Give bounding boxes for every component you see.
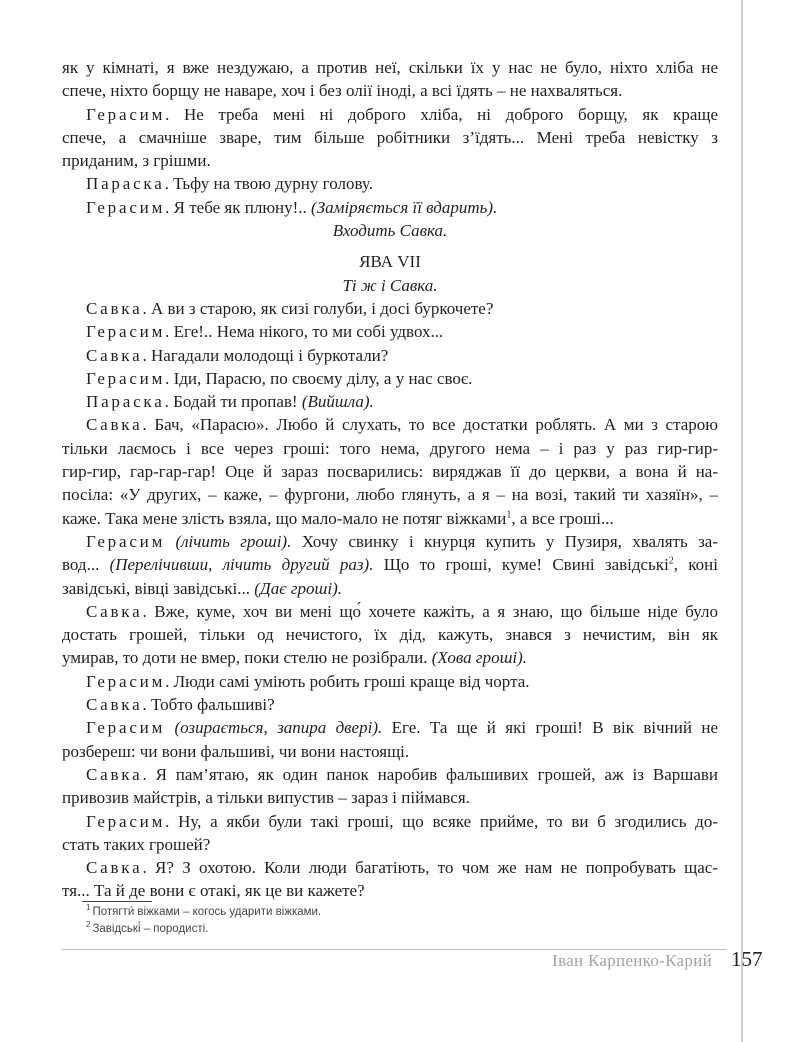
text-line — [62, 740, 718, 763]
text-line — [62, 786, 718, 809]
footer-author: Іван Карпенко-Карий — [552, 951, 712, 970]
speaker-name: Герасим — [86, 104, 166, 124]
line-text: . Нагадали молодощі і буркотали? — [142, 345, 389, 365]
text-line — [62, 763, 718, 786]
line-text: . А ви з старою, як сизі голуби, і досі буркочете? — [142, 298, 494, 318]
line-text: гир-гир, гар-гар-гар! Оце й зараз посварились: виряджав її до церкви, а вона й на- — [62, 462, 718, 482]
line-text: стать таких грошей? — [62, 834, 211, 854]
text-line — [62, 274, 718, 297]
stage-direction: (Хова гроші). — [431, 648, 528, 668]
line-text: . Я? З охотою. Коли люди багатіють, то чом же нам не попробувать щас- — [142, 858, 718, 878]
line-text: вод... — [62, 555, 110, 575]
line-text: . Іди, Парасю, по своєму ділу, а у нас своє. — [165, 368, 473, 388]
text-line — [62, 693, 718, 716]
text-line — [62, 810, 718, 833]
line-text: каже. Така мене злість взяла, що мало-мало не потяг віжками — [62, 508, 507, 528]
text-line — [62, 507, 718, 530]
stage-direction: Ті ж і Савка. — [342, 275, 438, 295]
text-line — [62, 79, 718, 102]
line-text: . Я тебе як плюну!.. — [165, 197, 312, 217]
speaker-name: Герасим — [86, 322, 166, 342]
line-text: Еге. Та ще й які гроші! В вік вічний не — [382, 718, 718, 738]
text-line — [62, 833, 718, 856]
line-text: Хочу свинку і кнурця купить у Пузиря, хвалять за- — [291, 531, 718, 551]
line-text: , а все гроші... — [511, 508, 614, 528]
text-line — [62, 56, 718, 79]
text-line — [62, 149, 718, 172]
footnote-1-marker: 1 — [86, 903, 91, 913]
line-text: . Я пам’ятаю, як один панок наробив фальшивих грошей, аж із Варшави — [142, 764, 718, 784]
speaker-name: Савка — [86, 415, 143, 435]
line-text: розбереш: чи вони фальшиві, чи вони настоящі. — [62, 741, 410, 761]
text-line — [62, 344, 718, 367]
text-line — [62, 577, 718, 600]
line-text: . Люди самі уміють робить гроші краще від чорта. — [165, 671, 530, 691]
line-text: . Бодай ти пропав! — [164, 392, 302, 412]
line-text: . Тобто фальшиві? — [142, 695, 275, 715]
stage-direction: (Вийшла). — [301, 392, 374, 412]
speaker-name: Герасим — [86, 197, 166, 217]
footnote-ref: 1 — [506, 508, 512, 520]
footnote-2-marker: 2 — [86, 920, 91, 930]
line-text: . Вже, куме, хоч ви мені що́ хочете кажіть, а я знаю, що більше ніде було — [142, 601, 718, 621]
line-text: спече, ніхто борщу не наваре, хоч і без олії іноді, а всі їдять – не нахваляться. — [62, 81, 623, 101]
line-text: тя... Та й де вони є отакі, як це ви кажете? — [62, 881, 365, 901]
text-line — [62, 623, 718, 646]
scene-heading — [62, 250, 718, 273]
footnote-1 — [86, 903, 322, 918]
footnote-ref: 2 — [668, 555, 674, 567]
text-line — [62, 172, 718, 195]
line-text: . Еге!.. Нема нікого, то ми собі удвох... — [165, 322, 444, 342]
line-text: спече, а смачніше зваре, тим більше робітники з’їдять... Мені треба невістку з — [62, 127, 718, 147]
footer-rule — [62, 949, 727, 950]
text-line — [62, 460, 718, 483]
speaker-name: Савка — [86, 695, 143, 715]
line-text: достать грошей, тільки од нечистого, їх дід, кажуть, знався з нечистим, він як — [62, 625, 718, 645]
text-line — [62, 646, 718, 669]
text-line — [62, 367, 718, 390]
stage-direction: Входить Савка. — [332, 221, 448, 241]
text-line — [62, 297, 718, 320]
speaker-name: Савка — [86, 764, 143, 784]
stage-direction: (Заміряється її вдарить). — [311, 197, 498, 217]
line-text: приданим, з грішми. — [62, 151, 211, 171]
line-text: . Тьфу на твою дурну голову. — [164, 174, 373, 194]
line-text: . Не треба мені ні доброго хліба, ні доброго борщу, як краще — [165, 104, 718, 124]
line-text: Що то гроші, куме! Свині завідські — [373, 555, 669, 575]
line-text: . Бач, «Парасю». Любо й слухать, то все достатки роблять. А ми з старою — [142, 415, 718, 435]
text-line — [62, 670, 718, 693]
line-text: як у кімнаті, я вже нездужаю, а против неї, скільки їх у нас не було, ніхто хліба не — [62, 58, 718, 77]
line-text: привозив майстрів, а тільки випустив – зараз і піймався. — [62, 788, 470, 808]
speaker-name: Савка — [86, 345, 143, 365]
speaker-name: Савка — [86, 298, 143, 318]
footnote-1-text: Потягти́ віжками – когось ударити віжками. — [92, 906, 322, 918]
speaker-name: Савка — [86, 601, 143, 621]
text-line — [62, 390, 718, 413]
line-text — [165, 532, 175, 551]
line-text: посіла: «У других, – каже, – фургони, любо глянуть, а я – на возі, такий ти хазяїн», – — [62, 485, 718, 505]
speaker-name: Параска — [86, 174, 165, 194]
line-text: . Ну, а якби були такі гроші, що всяке прийме, то ви б згодились до- — [165, 811, 718, 831]
text-line — [62, 856, 718, 879]
text-line — [62, 716, 718, 739]
stage-direction: (Дає гроші). — [254, 578, 342, 598]
text-line — [62, 413, 718, 436]
text-line — [62, 483, 718, 506]
footnote-2-text: Завідські́ – породисті. — [92, 923, 209, 935]
speaker-name: Герасим — [86, 718, 166, 738]
stage-direction: (озирається, запира двері). — [174, 718, 383, 738]
line-text: умирав, то доти не вмер, поки стелю не розібрали. — [62, 648, 432, 668]
play-text — [62, 56, 718, 903]
page-edge-rule — [741, 0, 743, 1042]
speaker-name: Герасим — [86, 368, 166, 388]
line-text: ЯВА VII — [359, 252, 421, 272]
text-line — [62, 196, 718, 219]
line-text: тільки лаємось і все через гроші: того нема, другого нема – і раз у раз гир-гир- — [62, 438, 718, 458]
line-text — [165, 718, 174, 737]
text-line — [62, 437, 718, 460]
text-line — [62, 530, 718, 553]
text-line — [62, 553, 718, 576]
text-line — [62, 219, 718, 242]
page-number: 157 — [731, 947, 763, 971]
text-line — [62, 103, 718, 126]
text-line — [62, 320, 718, 343]
line-text: , коні — [673, 555, 718, 575]
speaker-name: Савка — [86, 858, 143, 878]
speaker-name: Герасим — [86, 531, 166, 551]
footnote-rule — [82, 901, 152, 902]
stage-direction: (лічить гроші). — [175, 531, 292, 551]
line-text: завідські, вівці завідські... — [62, 578, 255, 598]
text-line — [62, 879, 718, 902]
text-line — [62, 126, 718, 149]
text-line — [62, 600, 718, 623]
speaker-name: Параска — [86, 392, 165, 412]
speaker-name: Герасим — [86, 671, 166, 691]
speaker-name: Герасим — [86, 811, 166, 831]
footnote-2 — [86, 920, 209, 935]
stage-direction: (Перелічивши, лічить другий раз). — [109, 555, 374, 575]
